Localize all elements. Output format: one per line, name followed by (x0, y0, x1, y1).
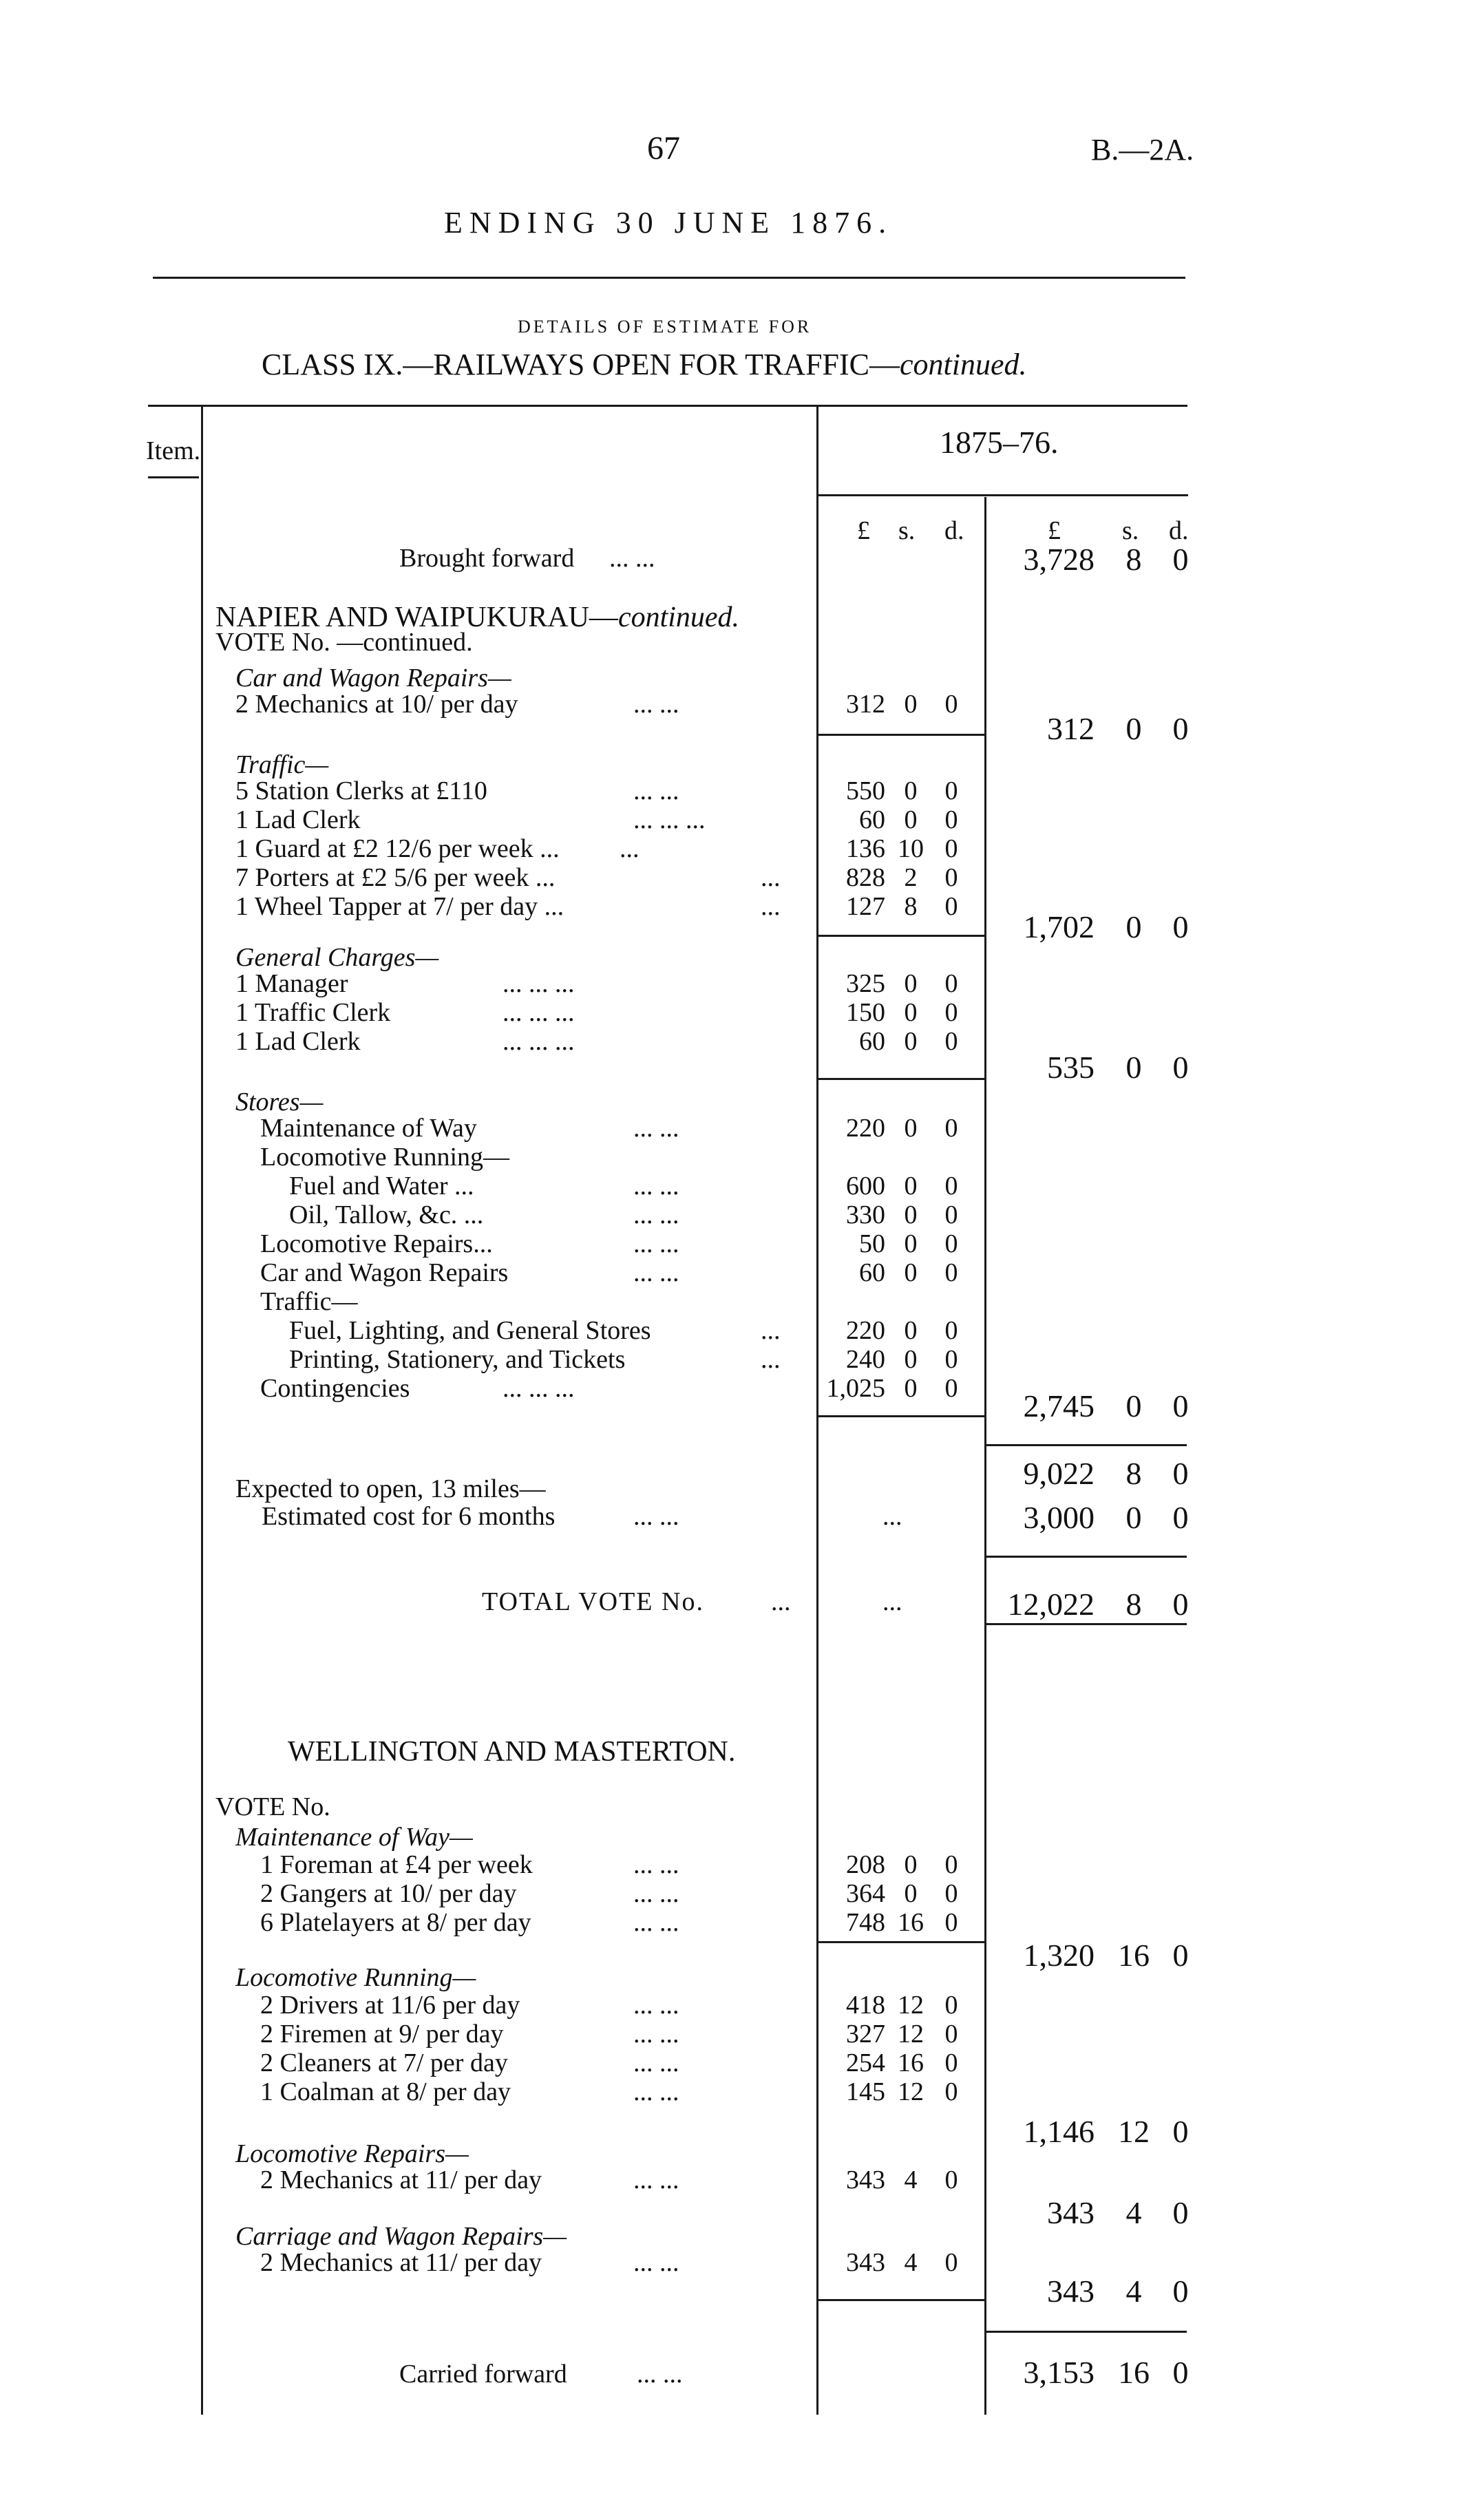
subtotal-pounds: 312 (1047, 711, 1095, 746)
line-item-pounds: 50 (859, 1229, 885, 1258)
line-item-label: Fuel, Lighting, and General Stores (289, 1316, 651, 1345)
subtotal-rule (818, 1078, 984, 1080)
line-item-pence: 0 (944, 2048, 958, 2077)
leader-dots: ... ... ... (503, 1027, 575, 1056)
line-item-pence: 0 (944, 805, 958, 834)
ending-line: ENDING 30 JUNE 1876. (444, 206, 894, 240)
subtotal-pounds: 2,745 (1023, 1388, 1095, 1423)
subtotal-pence: 0 (1172, 2274, 1189, 2309)
leader-dots: ... (771, 1587, 791, 1616)
leader-dots: ... ... (633, 2048, 679, 2077)
leader-dots: ... ... (633, 2248, 679, 2277)
line-item-label: 2 Mechanics at 10/ per day (235, 690, 518, 719)
line-item-shillings: 0 (904, 690, 918, 719)
line-item-label: 1 Lad Clerk (235, 1027, 361, 1056)
line-item-pounds: 1,025 (826, 1374, 885, 1403)
line-item-shillings: 4 (904, 2248, 918, 2277)
line-item-label: 1 Coalman at 8/ per day (260, 2077, 511, 2106)
line-item-pence: 0 (944, 1316, 958, 1345)
subtotal-pence: 0 (1172, 1050, 1189, 1085)
carried-forward-shillings: 16 (1118, 2355, 1150, 2390)
header-rule (153, 277, 1185, 279)
line-item-pence: 0 (944, 1258, 958, 1287)
line-item-pounds: 364 (846, 1879, 885, 1908)
subtotal-pence: 0 (1172, 2114, 1189, 2149)
line-item-label: Contingencies (260, 1374, 410, 1403)
class-title (262, 350, 1027, 380)
line-item-pence: 0 (944, 998, 958, 1027)
leader-dots: ... ... (633, 1258, 679, 1287)
line-item-label: Locomotive Running— (260, 1143, 510, 1172)
napier-section-title: General Charges— (235, 943, 439, 972)
line-item-pence: 0 (944, 1229, 958, 1258)
line-item-label: 1 Guard at £2 12/6 per week ... (235, 834, 560, 863)
line-item-shillings: 0 (904, 1200, 918, 1229)
subtotal-pounds: 1,702 (1023, 909, 1095, 944)
leader-dots: ... ... (609, 544, 655, 573)
line-item-label: 7 Porters at £2 5/6 per week ... (235, 863, 556, 892)
line-item-label: Maintenance of Way (260, 1114, 477, 1143)
document-reference: B.—2A. (1091, 133, 1194, 167)
line-item-label: 1 Traffic Clerk (235, 998, 391, 1027)
line-item-label: 2 Firemen at 9/ per day (260, 2020, 504, 2048)
expected-open-label: Expected to open, 13 miles— (235, 1474, 546, 1503)
subtotal-shillings: 16 (1118, 1938, 1150, 1973)
line-item-pence: 0 (944, 834, 958, 863)
leader-dots: ... (620, 834, 639, 863)
page-number: 67 (647, 130, 680, 167)
subtotal-shillings: 12 (1118, 2114, 1150, 2149)
line-item-shillings: 12 (898, 2077, 924, 2106)
brought-forward-shillings: 8 (1125, 542, 1142, 577)
class-title-suffix: continued. (900, 348, 1027, 381)
year-header: 1875–76. (940, 425, 1059, 460)
brought-forward-label: Brought forward (399, 544, 575, 573)
leader-dots: ... ... (633, 1200, 679, 1229)
napier-heading-main: NAPIER AND WAIPUKURAU— (215, 602, 618, 633)
wellington-section-title: Locomotive Running— (235, 1963, 476, 1992)
total-vote-top-rule (986, 1556, 1187, 1558)
leader-dots: ... ... (633, 1114, 679, 1143)
leader-dots: ... ... (633, 1172, 679, 1200)
subtotal-shillings: 0 (1125, 1388, 1142, 1423)
line-item-pounds: 136 (846, 834, 885, 863)
leader-dots: ... ... (633, 1502, 679, 1531)
line-item-pounds: 220 (846, 1114, 885, 1143)
line-item-shillings: 0 (904, 1027, 918, 1056)
line-item-pounds: 828 (846, 863, 885, 892)
line-item-shillings: 0 (904, 1258, 918, 1287)
leader-dots: ... ... (633, 2020, 679, 2048)
napier-sum-pence: 0 (1172, 1456, 1189, 1491)
estimated-cost-shillings: 0 (1125, 1500, 1142, 1535)
line-item-shillings: 16 (898, 2048, 924, 2077)
napier-section-title: Stores— (235, 1088, 324, 1116)
total-vote-pounds: 12,022 (1007, 1587, 1095, 1622)
subtotal-pence: 0 (1172, 909, 1189, 944)
napier-sum-rule (986, 1444, 1187, 1446)
napier-vote: VOTE No. —continued. (215, 628, 473, 657)
item-header-rule (148, 476, 199, 478)
line-item-pence: 0 (944, 2077, 958, 2106)
brought-forward-pounds: 3,728 (1023, 542, 1095, 577)
estimated-cost-label: Estimated cost for 6 months (262, 1502, 556, 1531)
subtotal-pounds: 343 (1047, 2195, 1095, 2230)
line-item-label: 5 Station Clerks at £110 (235, 776, 487, 805)
leader-dots: ... ... (633, 1991, 679, 2020)
subtotal-pence: 0 (1172, 1938, 1189, 1973)
leader-dots: ... ... ... (503, 1374, 575, 1403)
class-title-main: CLASS IX.—RAILWAYS OPEN FOR TRAFFIC— (262, 348, 900, 381)
total-vote-shillings: 8 (1125, 1587, 1142, 1622)
line-item-pounds: 60 (859, 1258, 885, 1287)
line-item-shillings: 12 (898, 1991, 924, 2020)
line-item-pence: 0 (944, 2166, 958, 2194)
line-item-pounds: 325 (846, 969, 885, 998)
line-item-pounds: 550 (846, 776, 885, 805)
line-item-pence: 0 (944, 1879, 958, 1908)
subtotal-rule (818, 734, 984, 736)
line-item-pence: 0 (944, 969, 958, 998)
leader-dots: ... ... (633, 776, 679, 805)
subtotal-rule (818, 1941, 984, 1943)
leader-dots: ... (882, 1587, 902, 1616)
line-item-pounds: 600 (846, 1172, 885, 1200)
line-item-pounds: 208 (846, 1850, 885, 1879)
line-item-label: 1 Wheel Tapper at 7/ per day ... (235, 892, 564, 921)
subtotal-shillings: 0 (1125, 909, 1142, 944)
wellington-section-title: Maintenance of Way— (235, 1823, 473, 1852)
line-item-label: Fuel and Water ... (289, 1172, 474, 1200)
shillings-header: s. (898, 516, 916, 545)
line-item-pence: 0 (944, 1850, 958, 1879)
line-item-label: Oil, Tallow, &c. ... (289, 1200, 484, 1229)
item-header: Item. (146, 436, 201, 465)
carried-forward-pence: 0 (1172, 2355, 1189, 2390)
wellington-heading: WELLINGTON AND MASTERTON. (288, 1736, 736, 1768)
line-item-shillings: 0 (904, 998, 918, 1027)
line-item-shillings: 0 (904, 1850, 918, 1879)
carried-forward-rule (986, 2331, 1187, 2333)
amount-column-rule (984, 497, 986, 2415)
pounds-header: £ (857, 516, 870, 545)
carried-forward-pounds: 3,153 (1023, 2355, 1095, 2390)
total-pounds-header: £ (1048, 516, 1061, 545)
line-item-pounds: 150 (846, 998, 885, 1027)
leader-dots: ... ... (633, 1850, 679, 1879)
line-item-pounds: 220 (846, 1316, 885, 1345)
brought-forward-pence: 0 (1172, 542, 1189, 577)
line-item-pence: 0 (944, 2248, 958, 2277)
line-item-label: Car and Wagon Repairs (260, 1258, 509, 1287)
leader-dots: ... ... (633, 1879, 679, 1908)
table-top-rule (148, 405, 1187, 407)
line-item-pence: 0 (944, 1374, 958, 1403)
leader-dots: ... ... (633, 1229, 679, 1258)
line-item-label: 6 Platelayers at 8/ per day (260, 1908, 531, 1937)
leader-dots: ... (882, 1502, 902, 1531)
pence-header: d. (944, 516, 964, 545)
line-item-pence: 0 (944, 1114, 958, 1143)
line-item-pounds: 254 (846, 2048, 885, 2077)
line-item-label: 2 Cleaners at 7/ per day (260, 2048, 508, 2077)
subtotal-pounds: 1,146 (1023, 2114, 1095, 2149)
line-item-pounds: 240 (846, 1345, 885, 1374)
leader-dots: ... (761, 1316, 781, 1345)
subtotal-shillings: 4 (1125, 2274, 1142, 2309)
leader-dots: ... (761, 863, 781, 892)
napier-sum-shillings: 8 (1125, 1456, 1142, 1491)
line-item-pounds: 748 (846, 1908, 885, 1937)
subtotal-shillings: 0 (1125, 711, 1142, 746)
total-pence-header: d. (1169, 516, 1189, 545)
subtotal-pence: 0 (1172, 711, 1189, 746)
subtotal-shillings: 4 (1125, 2195, 1142, 2230)
line-item-pounds: 145 (846, 2077, 885, 2106)
leader-dots: ... ... (633, 690, 679, 719)
line-item-pounds: 343 (846, 2248, 885, 2277)
line-item-shillings: 0 (904, 1114, 918, 1143)
line-item-label: Locomotive Repairs... (260, 1229, 493, 1258)
line-item-pence: 0 (944, 2020, 958, 2048)
line-item-label: 2 Drivers at 11/6 per day (260, 1991, 520, 2020)
line-item-shillings: 2 (904, 863, 918, 892)
leader-dots: ... ... (633, 2166, 679, 2194)
estimated-cost-pounds: 3,000 (1023, 1500, 1095, 1535)
napier-section-title: Traffic— (235, 750, 329, 779)
wellington-section-title: Locomotive Repairs— (235, 2139, 469, 2168)
napier-heading-suffix: continued. (617, 602, 740, 633)
subtotal-pounds: 343 (1047, 2274, 1095, 2309)
line-item-pence: 0 (944, 690, 958, 719)
subtotal-pence: 0 (1172, 2195, 1189, 2230)
line-item-pence: 0 (944, 1908, 958, 1937)
line-item-shillings: 12 (898, 2020, 924, 2048)
line-item-label: 1 Manager (235, 969, 348, 998)
line-item-shillings: 16 (898, 1908, 924, 1937)
line-item-label: 1 Lad Clerk (235, 805, 361, 834)
line-item-pence: 0 (944, 1027, 958, 1056)
line-item-label: Printing, Stationery, and Tickets (289, 1345, 626, 1374)
subtotal-pounds: 535 (1047, 1050, 1095, 1085)
leader-dots: ... ... (637, 2360, 683, 2389)
line-item-shillings: 0 (904, 1374, 918, 1403)
line-item-pounds: 60 (859, 1027, 885, 1056)
subtotal-rule (818, 935, 984, 937)
leader-dots: ... (761, 892, 781, 921)
line-item-label: 2 Mechanics at 11/ per day (260, 2248, 542, 2277)
details-title: DETAILS OF ESTIMATE FOR (518, 317, 812, 337)
leader-dots: ... ... ... (503, 969, 575, 998)
line-item-shillings: 4 (904, 2166, 918, 2194)
line-item-pence: 0 (944, 776, 958, 805)
subtotal-shillings: 0 (1125, 1050, 1142, 1085)
line-item-pounds: 127 (846, 892, 885, 921)
leader-dots: ... (761, 1345, 781, 1374)
line-item-shillings: 0 (904, 1172, 918, 1200)
line-item-label: 2 Mechanics at 11/ per day (260, 2166, 542, 2194)
subtotal-rule (818, 2299, 984, 2301)
line-item-pence: 0 (944, 1200, 958, 1229)
wellington-section-title: Carriage and Wagon Repairs— (235, 2222, 567, 2251)
estimated-cost-pence: 0 (1172, 1500, 1189, 1535)
line-item-shillings: 10 (898, 834, 924, 863)
subtotal-rule (818, 1415, 984, 1417)
line-item-pence: 0 (944, 1991, 958, 2020)
total-vote-bottom-rule (986, 1623, 1187, 1625)
line-item-pence: 0 (944, 1172, 958, 1200)
line-item-shillings: 0 (904, 1879, 918, 1908)
line-item-pence: 0 (944, 1345, 958, 1374)
leader-dots: ... ... (633, 2077, 679, 2106)
leader-dots: ... ... (633, 1908, 679, 1937)
line-item-shillings: 0 (904, 776, 918, 805)
line-item-pounds: 327 (846, 2020, 885, 2048)
line-item-shillings: 8 (904, 892, 918, 921)
line-item-pounds: 330 (846, 1200, 885, 1229)
year-header-rule (816, 494, 1188, 496)
line-item-shillings: 0 (904, 805, 918, 834)
total-vote-pence: 0 (1172, 1587, 1189, 1622)
line-item-label: Traffic— (260, 1287, 358, 1316)
line-item-pounds: 418 (846, 1991, 885, 2020)
line-item-shillings: 0 (904, 1229, 918, 1258)
leader-dots: ... ... ... (633, 805, 706, 834)
line-item-shillings: 0 (904, 1316, 918, 1345)
line-item-shillings: 0 (904, 1345, 918, 1374)
total-shillings-header: s. (1122, 516, 1139, 545)
subtotal-pounds: 1,320 (1023, 1938, 1095, 1973)
napier-section-title: Car and Wagon Repairs— (235, 664, 511, 692)
line-item-pounds: 343 (846, 2166, 885, 2194)
line-item-label: 1 Foreman at £4 per week (260, 1850, 533, 1879)
item-column-rule (201, 405, 203, 2415)
line-item-pence: 0 (944, 863, 958, 892)
line-item-shillings: 0 (904, 969, 918, 998)
total-vote-label: TOTAL VOTE No. (482, 1587, 704, 1616)
subtotal-pence: 0 (1172, 1388, 1189, 1423)
wellington-vote: VOTE No. (215, 1792, 330, 1821)
line-item-pounds: 60 (859, 805, 885, 834)
line-item-pounds: 312 (846, 690, 885, 719)
leader-dots: ... ... ... (503, 998, 575, 1027)
line-item-pence: 0 (944, 892, 958, 921)
napier-sum-pounds: 9,022 (1023, 1456, 1095, 1491)
line-item-label: 2 Gangers at 10/ per day (260, 1879, 517, 1908)
carried-forward-label: Carried forward (399, 2360, 567, 2389)
